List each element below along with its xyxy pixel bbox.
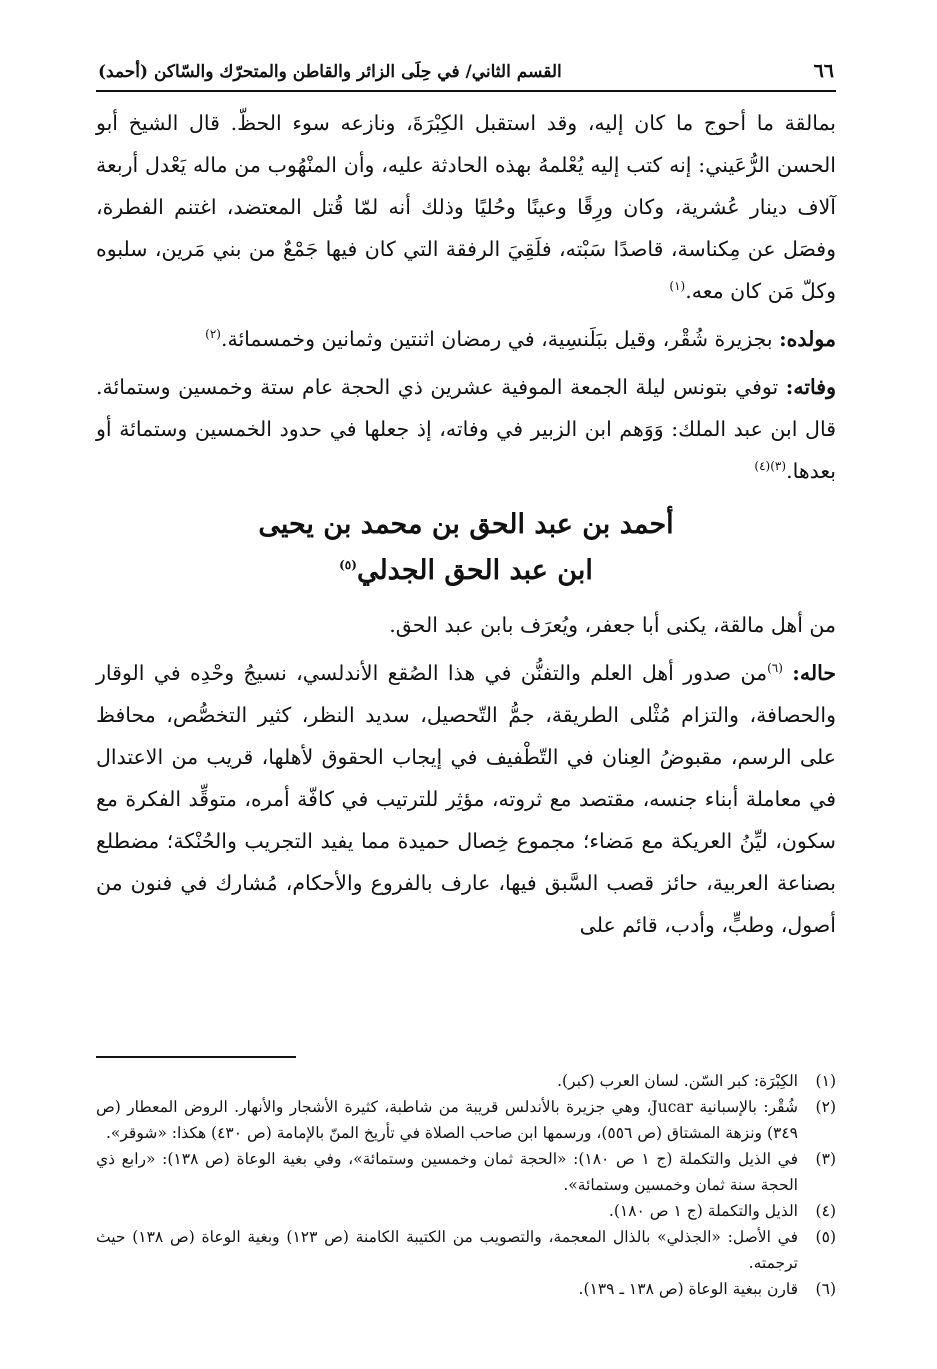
footnote-number: (٦): [815, 1280, 836, 1298]
footnote-3: [96, 1146, 836, 1198]
footnote-4: [96, 1198, 836, 1224]
page-number: ٦٦: [813, 60, 834, 82]
footnote-number: (٤): [815, 1202, 836, 1220]
birth-paragraph: [96, 318, 836, 360]
footnote-number: (٢): [815, 1098, 836, 1116]
main-text: [96, 102, 836, 946]
footnote-text: شُقْر: بالإسبانية Jucar، وهي جزيرة بالأندلس قريبة من شاطبة، كثيرة الأشجار والأنهار. الروض المعطار (ص ٣٤٩) ونزهة المشتاق (ص ٥٥٦)، ورسمها ابن صاحب الصلاة في تأريخ المنّ بالإمامة (ص ٤٣٠) هكذا: «شوقر».: [96, 1098, 798, 1142]
book-page: [96, 56, 836, 1298]
footnote-2: [96, 1094, 836, 1146]
footnote-marker-6[interactable]: (٦): [767, 661, 783, 676]
death-label: وفاته:: [785, 375, 836, 399]
death-text: توفي بتونس ليلة الجمعة الموفية عشرين ذي الحجة عام ستة وخمسين وستمائة. قال ابن عبد الملك: وَوَهم ابن الزبير في وفاته، إذ جعلها في حدود الخمسين وستمائة أو بعدها.: [96, 375, 836, 483]
footnote-number: (٥): [815, 1228, 836, 1246]
footnote-1: [96, 1068, 836, 1094]
entry-title-line-1: أحمد بن عبد الحق بن محمد بن يحيى: [258, 509, 674, 540]
footnote-6: [96, 1276, 836, 1302]
footnote-5: [96, 1224, 836, 1276]
death-paragraph: [96, 366, 836, 492]
intro-paragraph: [96, 102, 836, 312]
status-text: من صدور أهل العلم والتفنُّن في هذا الصُقع الأندلسي، نسيجُ وحْدِه في الوقار والحصافة، والتزام مُثْلى الطريقة، جمُّ التّحصيل، سديد النظر، كثير التخصُّص، محافظ على الرسم، مقبوضُ العِنان في التّطْفيف في إيجاب الحقوق لأهلها، قريب من الاعتدال في معاملة أبناء جنسه، مقتصد مع ثروته، مؤثِر للترتيب في كافّة أمره، متوقِّد الفكرة مع سكون، ليِّنُ العريكة مع مَضاء؛ مجموع خِصال حميدة مما يفيد التجريب والحُنْكة؛ مضطلع بصناعة العربية، حائز قصب السَّبق فيها، عارف بالفروع والأحكام، مُشارك في فنون من أصول، وطبٍّ، وأدب، قائم على: [96, 661, 836, 937]
entry-intro: من أهل مالقة، يكنى أبا جعفر، ويُعرَف بابن عبد الحق.: [389, 613, 836, 637]
entry-title: [96, 502, 836, 594]
footnote-marker-1[interactable]: (١): [669, 279, 686, 294]
entry-title-line-2: ابن عبد الحق الجدلي: [356, 555, 593, 586]
footnotes: [96, 1068, 836, 1302]
birth-text: بجزيرة شُقْر، وقيل ببَلَنسِية، في رمضان اثنتين وثمانين وخمسمائة.: [220, 327, 773, 351]
footnote-marker-2[interactable]: (٢): [205, 327, 221, 342]
footnote-number: (١): [815, 1072, 836, 1090]
birth-label: مولده:: [779, 327, 836, 351]
footnote-text: قارن ببغية الوعاة (ص ١٣٨ ـ ١٣٩).: [578, 1280, 798, 1298]
status-label: حاله:: [792, 661, 836, 685]
running-header: [96, 56, 836, 92]
footnote-marker-4[interactable]: (٤): [754, 459, 771, 474]
footnote-marker-3[interactable]: (٣): [770, 459, 787, 474]
entry-title-line-2-wrap: [96, 548, 836, 594]
footnote-text: الكِبْرَة: كبر السّن. لسان العرب (كبر).: [557, 1072, 798, 1090]
running-title: القسم الثاني/ في حِلَى الزائر والقاطن والمتحرّك والسّاكن (أحمد): [98, 62, 562, 82]
footnote-text: في الذيل والتكملة (ج ١ ص ١٨٠): «الحجة ثمان وخمسين وستمائة»، وفي بغية الوعاة (ص ١٣٨): «رابع ذي الحجة سنة ثمان وخمسين وستمائة».: [96, 1150, 799, 1194]
footnote-text: الذيل والتكملة (ج ١ ص ١٨٠).: [608, 1202, 798, 1220]
intro-text: بمالقة ما أحوج ما كان إليه، وقد استقبل الكِبْرَةَ، ونازعه سوء الحظّ. قال الشيخ أبو الحسن الرُّعَيني: إنه كتب إليه يُعْلمهُ بهذه الحادثة عليه، وأن المنْهُوب من ماله يَعْدل أربعة آلاف دينار عُشرية، وكان ورِقًا وعينًا وحُليًا وذلك أنه لمّا قُتل المعتضد، اغتنم الفطرة، وفصَل عن مِكناسة، قاصدًا سَبْته، فلَقِيَ الرفقة التي كان فيها جَمْعٌ من بني مَرين، سلبوه وكلّ مَن كان معه.: [96, 111, 836, 303]
footnote-separator: [96, 1056, 296, 1058]
footnote-marker-5[interactable]: (٥): [339, 558, 357, 572]
status-paragraph: [96, 652, 836, 946]
footnote-text: في الأصل: «الجذلي» بالذال المعجمة، والتصويب من الكتيبة الكامنة (ص ١٢٣) وبغية الوعاة (ص ١٣٨) حيث ترجمته.: [96, 1228, 798, 1272]
footnote-number: (٣): [815, 1150, 836, 1168]
